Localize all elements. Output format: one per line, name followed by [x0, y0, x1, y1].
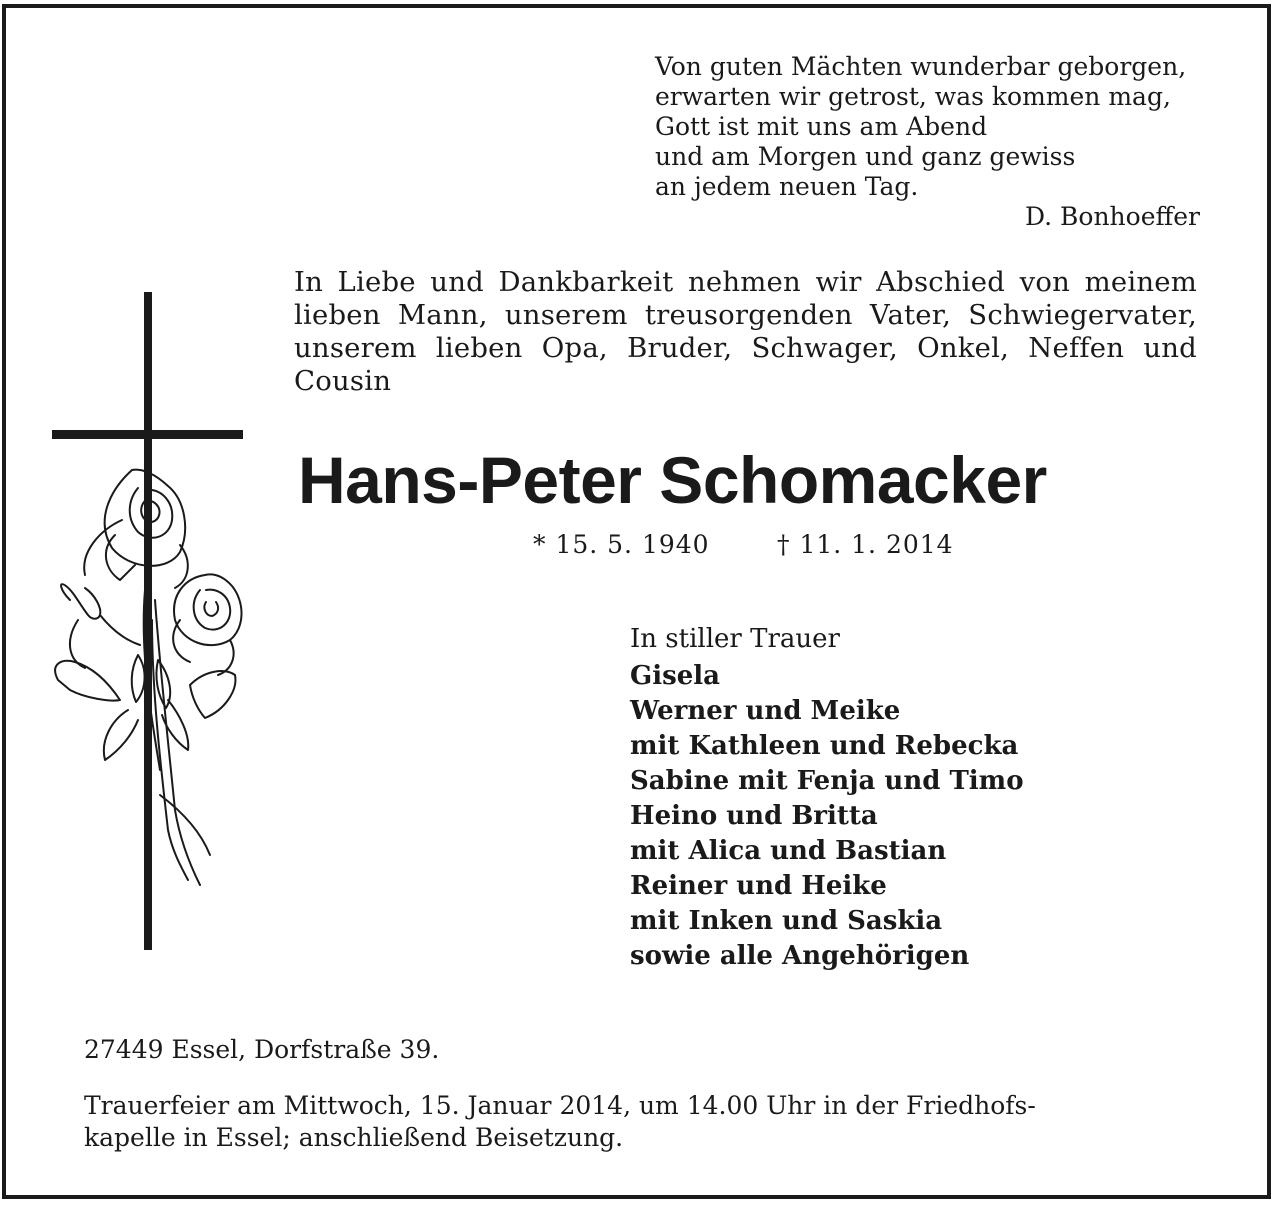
ceremony-line: Trauerfeier am Mittwoch, 15. Januar 2014, um 14.00 Uhr in der Friedhofs-: [84, 1091, 1036, 1120]
address: 27449 Essel, Dorfstraße 39.: [84, 1035, 440, 1064]
deceased-name: Hans-Peter Schomacker: [298, 443, 1047, 517]
mourner-entry: Gisela: [630, 661, 720, 691]
mourner-entry: Heino und Britta: [630, 801, 878, 831]
ceremony-info: [84, 1090, 1196, 1154]
birth-date: * 15. 5. 1940: [533, 530, 710, 559]
poem-line: und am Morgen und ganz gewiss: [655, 142, 1076, 171]
death-date: † 11. 1. 2014: [777, 530, 954, 559]
mourner-entry: Sabine mit Fenja und Timo: [630, 766, 1024, 796]
poem-author: D. Bonhoeffer: [1024, 202, 1200, 231]
mourner-entry: mit Kathleen und Rebecka: [630, 731, 1019, 761]
poem-line: erwarten wir getrost, was kommen mag,: [655, 82, 1171, 111]
ceremony-line: kapelle in Essel; anschließend Beisetzung.: [84, 1123, 624, 1152]
cross-with-roses-icon: [40, 290, 260, 955]
mourners-lead: In stiller Trauer: [630, 624, 840, 654]
mourner-entry: sowie alle Angehörigen: [630, 941, 970, 971]
intro-text: In Liebe und Dankbarkeit nehmen wir Abschied von meinem lieben Mann, unserem treusorgenden Vater, Schwiegervater, unserem lieben Opa, Bruder, Schwager, Onkel, Neffen und Cousin: [294, 266, 1197, 397]
mourner-entry: mit Inken und Saskia: [630, 906, 943, 936]
mourner-entry: mit Alica und Bastian: [630, 836, 947, 866]
mourner-entry: Reiner und Heike: [630, 871, 887, 901]
mourner-entry: Werner und Meike: [630, 696, 901, 726]
mourners-list: [630, 622, 1190, 974]
poem-line: Gott ist mit uns am Abend: [655, 112, 988, 141]
poem: [655, 52, 1200, 232]
poem-line: Von guten Mächten wunderbar geborgen,: [655, 52, 1187, 81]
poem-line: an jedem neuen Tag.: [655, 172, 919, 201]
